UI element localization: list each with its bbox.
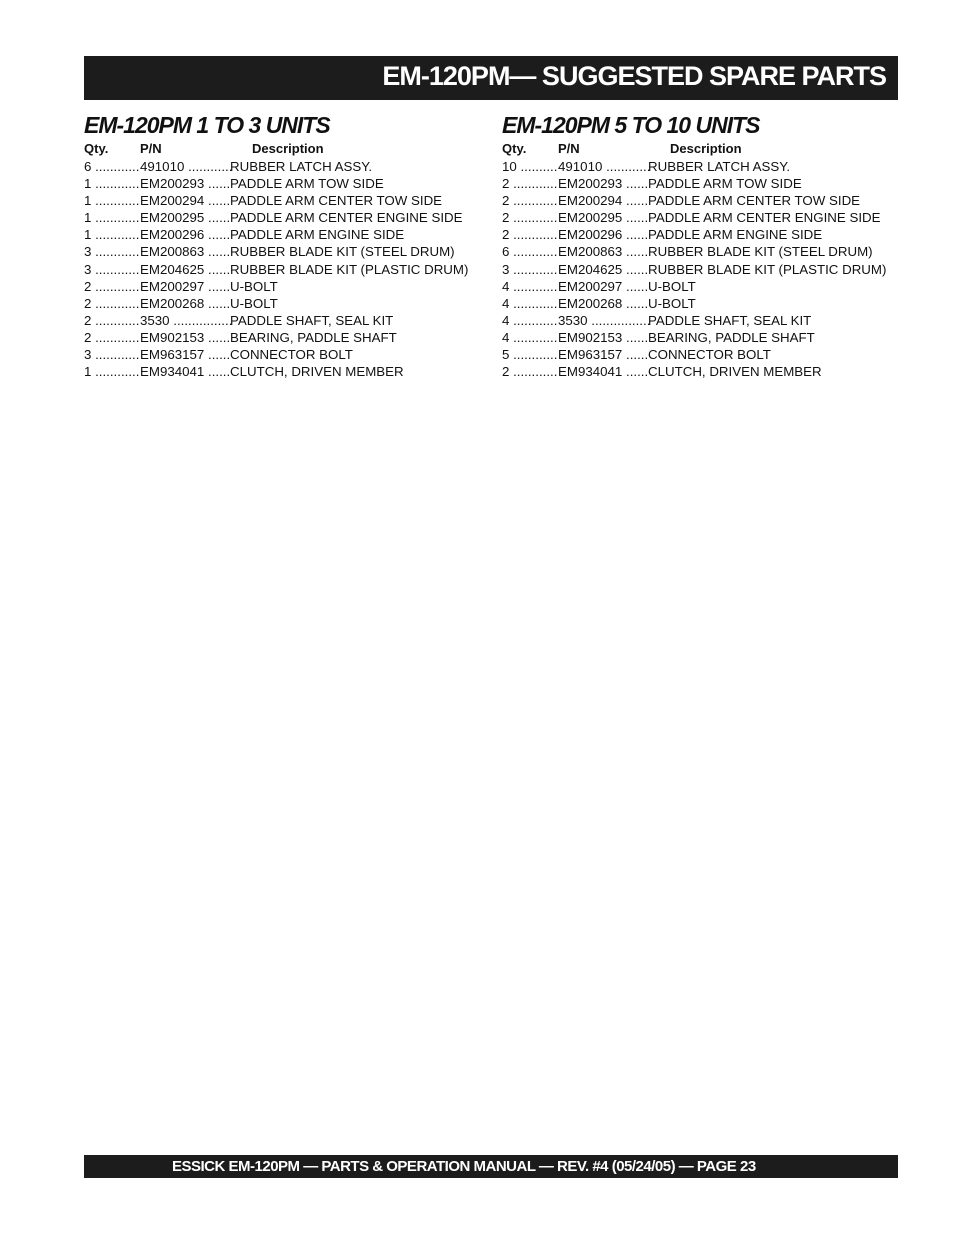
part-qty: 2 ............ bbox=[84, 312, 140, 328]
part-number: EM200268 ...... bbox=[558, 295, 649, 311]
part-qty: 4 ............ bbox=[502, 312, 558, 328]
part-qty: 4 ............ bbox=[502, 329, 558, 345]
part-description: PADDLE ARM ENGINE SIDE bbox=[648, 227, 823, 243]
page-title: EM-120PM— SUGGESTED SPARE PARTS bbox=[382, 61, 886, 91]
part-qty: 2 ............ bbox=[84, 278, 140, 294]
part-description: RUBBER LATCH ASSY. bbox=[648, 159, 791, 174]
part-qty: 3 ............ bbox=[502, 261, 558, 277]
part-qty: 1 ............ bbox=[84, 193, 140, 209]
part-qty: 5 ............ bbox=[502, 347, 558, 363]
part-description: PADDLE ARM CENTER TOW SIDE bbox=[648, 193, 861, 209]
part-description: PADDLE SHAFT, SEAL KIT bbox=[648, 312, 812, 328]
part-number: EM200297 ...... bbox=[558, 278, 649, 294]
part-number: EM204625 ...... bbox=[558, 261, 649, 277]
part-row bbox=[502, 209, 898, 226]
part-row bbox=[84, 226, 484, 243]
part-row bbox=[84, 295, 484, 312]
part-description: PADDLE ARM TOW SIDE bbox=[230, 176, 384, 192]
qty-header: Qty. bbox=[502, 141, 527, 156]
part-number: EM200293 ...... bbox=[140, 176, 231, 192]
part-row bbox=[502, 243, 898, 260]
part-description: CONNECTOR BOLT bbox=[648, 347, 771, 363]
part-row bbox=[84, 312, 484, 329]
part-row bbox=[502, 261, 898, 278]
part-row bbox=[84, 278, 484, 295]
part-number: EM200295 ...... bbox=[140, 210, 231, 226]
part-qty: 3 ............ bbox=[84, 244, 140, 260]
column-headers bbox=[502, 141, 898, 158]
part-qty: 2 ............ bbox=[502, 176, 558, 192]
part-description: PADDLE ARM CENTER TOW SIDE bbox=[230, 193, 443, 209]
part-qty: 2 ............ bbox=[84, 329, 140, 345]
part-qty: 10 .......... bbox=[502, 159, 558, 174]
description-header: Description bbox=[670, 141, 742, 156]
part-description: CLUTCH, DRIVEN MEMBER bbox=[230, 364, 404, 380]
part-row bbox=[84, 243, 484, 260]
part-row bbox=[84, 363, 484, 380]
part-qty: 6 ............ bbox=[502, 244, 558, 260]
parts-list bbox=[84, 158, 484, 380]
part-qty: 2 ............ bbox=[84, 295, 140, 311]
part-qty: 1 ............ bbox=[84, 210, 140, 226]
part-description: BEARING, PADDLE SHAFT bbox=[230, 329, 397, 345]
part-description: CLUTCH, DRIVEN MEMBER bbox=[648, 364, 822, 380]
page-header-bar bbox=[84, 56, 898, 100]
part-number: EM200297 ...... bbox=[140, 278, 231, 294]
section-1-to-3-units bbox=[84, 110, 484, 380]
part-qty: 2 ............ bbox=[502, 364, 558, 380]
part-row bbox=[502, 363, 898, 380]
pn-header: P/N bbox=[140, 141, 162, 156]
part-number: 491010 ............ bbox=[140, 159, 233, 174]
part-description: RUBBER BLADE KIT (PLASTIC DRUM) bbox=[648, 261, 887, 277]
part-row bbox=[502, 312, 898, 329]
part-description: PADDLE ARM CENTER ENGINE SIDE bbox=[648, 210, 881, 226]
pn-header: P/N bbox=[558, 141, 580, 156]
section-heading: EM-120PM 1 TO 3 UNITS bbox=[84, 112, 330, 138]
part-qty: 6 ............ bbox=[84, 159, 140, 174]
part-row bbox=[84, 346, 484, 363]
part-description: CONNECTOR BOLT bbox=[230, 347, 353, 363]
part-number: 491010 ............ bbox=[558, 159, 651, 174]
section-heading: EM-120PM 5 TO 10 UNITS bbox=[502, 112, 760, 138]
part-description: U-BOLT bbox=[648, 295, 696, 311]
part-row bbox=[84, 175, 484, 192]
part-qty: 2 ............ bbox=[502, 227, 558, 243]
part-qty: 1 ............ bbox=[84, 227, 140, 243]
part-description: RUBBER LATCH ASSY. bbox=[230, 159, 373, 174]
part-number: EM200293 ...... bbox=[558, 176, 649, 192]
part-description: U-BOLT bbox=[648, 278, 696, 294]
part-qty: 4 ............ bbox=[502, 295, 558, 311]
part-number: EM200295 ...... bbox=[558, 210, 649, 226]
part-qty: 3 ............ bbox=[84, 261, 140, 277]
part-row bbox=[84, 209, 484, 226]
part-row bbox=[84, 192, 484, 209]
part-number: EM200863 ...... bbox=[140, 244, 231, 260]
footer-text: ESSICK EM-120PM — PARTS & OPERATION MANUAL — REV. #4 (05/24/05) — PAGE 23 bbox=[172, 1158, 756, 1175]
part-qty: 3 ............ bbox=[84, 347, 140, 363]
part-number: 3530 ................ bbox=[140, 312, 233, 328]
part-row bbox=[84, 329, 484, 346]
part-description: U-BOLT bbox=[230, 295, 278, 311]
part-row bbox=[502, 295, 898, 312]
part-number: EM902153 ...... bbox=[558, 329, 649, 345]
part-description: RUBBER BLADE KIT (STEEL DRUM) bbox=[648, 244, 873, 260]
section-5-to-10-units bbox=[502, 110, 898, 380]
part-description: U-BOLT bbox=[230, 278, 278, 294]
part-qty: 1 ............ bbox=[84, 364, 140, 380]
part-description: RUBBER BLADE KIT (PLASTIC DRUM) bbox=[230, 261, 469, 277]
qty-header: Qty. bbox=[84, 141, 109, 156]
part-row bbox=[502, 158, 898, 175]
part-row bbox=[502, 329, 898, 346]
part-qty: 2 ............ bbox=[502, 210, 558, 226]
part-qty: 2 ............ bbox=[502, 193, 558, 209]
part-number: EM934041 ...... bbox=[558, 364, 649, 380]
part-row bbox=[502, 226, 898, 243]
part-number: EM963157 ...... bbox=[140, 347, 231, 363]
part-description: PADDLE ARM TOW SIDE bbox=[648, 176, 802, 192]
part-row bbox=[84, 261, 484, 278]
part-row bbox=[502, 175, 898, 192]
column-headers bbox=[84, 141, 484, 158]
part-number: EM902153 ...... bbox=[140, 329, 231, 345]
page-footer-bar bbox=[84, 1155, 898, 1178]
part-row bbox=[502, 346, 898, 363]
part-description: PADDLE SHAFT, SEAL KIT bbox=[230, 312, 394, 328]
part-number: EM204625 ...... bbox=[140, 261, 231, 277]
part-number: EM200296 ...... bbox=[558, 227, 649, 243]
part-number: EM200294 ...... bbox=[558, 193, 649, 209]
part-qty: 1 ............ bbox=[84, 176, 140, 192]
part-row bbox=[502, 278, 898, 295]
part-description: PADDLE ARM CENTER ENGINE SIDE bbox=[230, 210, 463, 226]
part-row bbox=[502, 192, 898, 209]
parts-list bbox=[502, 158, 898, 380]
part-number: EM200294 ...... bbox=[140, 193, 231, 209]
part-number: 3530 ................ bbox=[558, 312, 651, 328]
part-number: EM200296 ...... bbox=[140, 227, 231, 243]
part-description: BEARING, PADDLE SHAFT bbox=[648, 329, 815, 345]
part-description: RUBBER BLADE KIT (STEEL DRUM) bbox=[230, 244, 455, 260]
part-number: EM963157 ...... bbox=[558, 347, 649, 363]
part-number: EM934041 ...... bbox=[140, 364, 231, 380]
part-row bbox=[84, 158, 484, 175]
part-description: PADDLE ARM ENGINE SIDE bbox=[230, 227, 405, 243]
part-number: EM200268 ...... bbox=[140, 295, 231, 311]
description-header: Description bbox=[252, 141, 324, 156]
part-qty: 4 ............ bbox=[502, 278, 558, 294]
part-number: EM200863 ...... bbox=[558, 244, 649, 260]
